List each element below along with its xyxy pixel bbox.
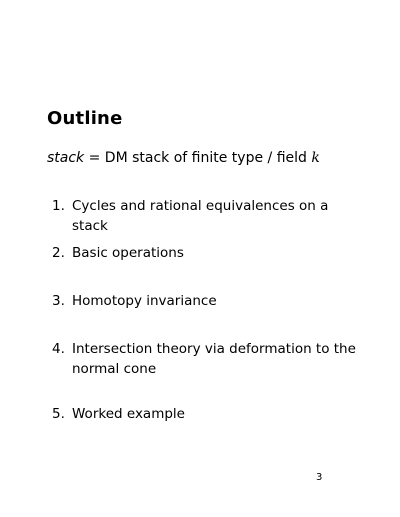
outline-item-number: 5.	[52, 406, 65, 422]
outline-item-number: 1.	[52, 198, 65, 214]
outline-item-number: 2.	[52, 245, 65, 261]
page-number: 3	[316, 472, 323, 483]
outline-item-2	[52, 243, 372, 263]
slide-title: Outline	[47, 108, 123, 129]
outline-item-text: Intersection theory via deformation to the normal cone	[72, 341, 356, 377]
definition-term: stack	[47, 150, 85, 166]
outline-item-number: 4.	[52, 341, 65, 357]
outline-item-text: Cycles and rational equivalences on a stack	[72, 198, 329, 234]
stack-definition	[47, 150, 320, 166]
outline-item-5	[52, 404, 372, 424]
outline-item-1	[52, 196, 372, 236]
outline-item-4	[52, 339, 372, 379]
definition-field: k	[311, 150, 320, 166]
definition-text: = DM stack of finite type / field	[84, 150, 312, 166]
outline-item-text: Basic operations	[72, 245, 184, 261]
outline-item-number: 3.	[52, 293, 65, 309]
outline-item-text: Worked example	[72, 406, 185, 422]
outline-item-3	[52, 291, 372, 311]
outline-item-text: Homotopy invariance	[72, 293, 217, 309]
